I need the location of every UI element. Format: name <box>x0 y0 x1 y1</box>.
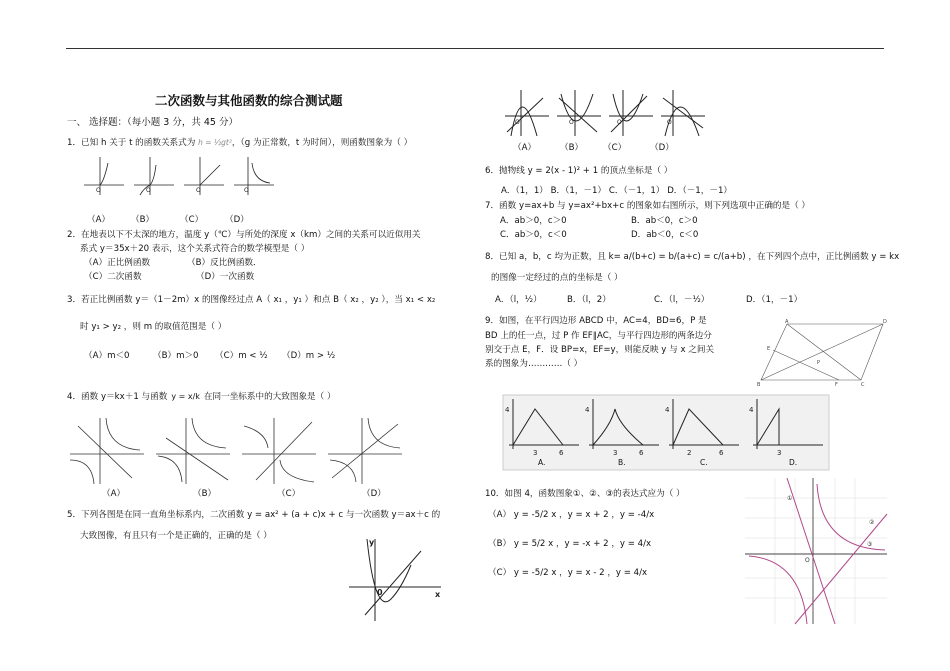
q2-line1: 2．在地表以下不太深的地方，温度 y（℃）与所处的深度 x（km）之间的关系可以近似用关 <box>67 230 421 240</box>
svg-text:4: 4 <box>585 406 590 414</box>
q5-graph <box>345 535 445 623</box>
svg-text:O: O <box>196 187 201 194</box>
svg-text:6: 6 <box>719 449 724 457</box>
q5-line2: 大致图像，有且只有一个是正确的，正确的是（ ） <box>80 531 272 541</box>
q9-line3: 别交于点 E，F．设 BP=x，EF=y，则能反映 y 与 x 之间关 <box>485 345 715 355</box>
svg-text:O: O <box>569 119 574 126</box>
q4-graphs <box>66 412 406 487</box>
q9-option-a: A. <box>538 458 546 467</box>
q1-option-b: （B） <box>131 215 155 225</box>
header-rule <box>66 48 884 49</box>
q5-option-graphs <box>503 88 709 140</box>
q8-line1: 8．已知 a，b，c 均为正数，且 k= a/(b+c) = b/(a+c) = c/(a+b) ，在下列四个点中，正比例函数 y = kx <box>485 252 900 262</box>
svg-text:4: 4 <box>665 406 670 414</box>
svg-text:O: O <box>515 119 520 126</box>
q2-option-b: （B）反比例函数． <box>187 258 262 268</box>
q1-option-a: （A） <box>87 215 111 225</box>
svg-text:B: B <box>757 382 761 388</box>
svg-text:O: O <box>805 557 810 564</box>
svg-text:3: 3 <box>777 449 782 457</box>
q6-text: 6．抛物线 y = 2(x - 1)² + 1 的顶点坐标是（ ） <box>485 166 673 176</box>
q7-option-b: B．ab＜0，c＞0 <box>631 216 698 226</box>
svg-text:②: ② <box>869 519 875 526</box>
q2-option-a: （A）正比例函数 <box>84 258 151 268</box>
q10-line1: 10．如图 4，函数图象①、②、③的表达式应为（ ） <box>485 489 685 499</box>
q4-option-d: （D） <box>362 489 386 499</box>
q3-line2: 时 y₁ > y₂ ，则 m 的取值范围是（ ） <box>80 322 227 332</box>
q9-line2: BD 上的任一点，过 P 作 EF∥AC，与平行四边形的两条边分 <box>485 331 712 341</box>
q1-text: 1．已知 h 关于 t 的函数关系式为 h = ½gt²，（g 为正常数，t 为时间），则函数图象为（ ） <box>67 138 413 148</box>
page-title: 二次函数与其他函数的综合测试题 <box>155 93 343 108</box>
svg-text:3: 3 <box>533 449 538 457</box>
svg-text:①: ① <box>787 495 793 502</box>
svg-text:6: 6 <box>639 449 644 457</box>
q3-option-b: （B）m＞0 <box>153 351 199 361</box>
q5-option-c: （C） <box>603 143 627 153</box>
q8-option-c: C．（l，－½） <box>654 295 710 305</box>
q6-options: A．（1，1） B．（1，－1） C．（－1，1） D．（－1，－1） <box>501 186 733 196</box>
q5-option-b: （B） <box>560 143 584 153</box>
q5-option-d: （D） <box>650 143 674 153</box>
q4-option-a: （A） <box>102 489 126 499</box>
svg-text:E: E <box>767 346 771 352</box>
svg-text:O: O <box>146 187 151 194</box>
svg-text:P: P <box>817 360 821 366</box>
q2-option-d: （D）一次函数 <box>196 272 255 282</box>
svg-text:4: 4 <box>505 406 510 414</box>
q10-option-a: （A） y = -5/2 x ，y = x + 2 ，y = -4/x <box>488 510 655 520</box>
svg-text:③: ③ <box>867 541 873 548</box>
q3-option-d: （D）m > ½ <box>282 351 336 361</box>
q10-option-c: （C） y = -5/2 x ，y = x - 2 ，y = 4/x <box>488 568 648 578</box>
svg-text:A: A <box>785 319 789 325</box>
q9-parallelogram <box>757 320 887 386</box>
q9-option-b: B. <box>618 458 626 467</box>
svg-text:O: O <box>617 119 622 126</box>
svg-text:x: x <box>435 590 441 599</box>
q3-option-a: （A）m＜0 <box>84 351 130 361</box>
q1-graphs <box>82 155 282 197</box>
svg-text:C: C <box>861 382 865 388</box>
q10-option-b: （B） y = 5/2 x ，y = -x + 2 ，y = 4/x <box>488 539 652 549</box>
q5-option-a: （A） <box>513 143 537 153</box>
svg-text:0: 0 <box>377 588 383 597</box>
q9-line1: 9．如图，在平行四边形 ABCD 中，AC=4，BD=6，P 是 <box>485 316 707 326</box>
q9-line4: 系的图象为…………（ ） <box>485 359 583 369</box>
q1-option-c: （C） <box>180 215 204 225</box>
q8-line2: 的图像一定经过的点的坐标是（ ） <box>491 273 623 283</box>
svg-text:4: 4 <box>749 406 754 414</box>
q7-option-c: C．ab＞0，c＜0 <box>500 230 567 240</box>
q4-option-b: （B） <box>193 489 217 499</box>
q8-option-d: D．（1，－1） <box>746 295 803 305</box>
q2-line2: 系式 y＝35x＋20 表示，这个关系式符合的数学模型是（ ） <box>80 244 310 254</box>
q8-option-b: B．（l，2） <box>567 295 611 305</box>
q4-option-c: （C） <box>277 489 301 499</box>
svg-text:y: y <box>369 538 375 547</box>
svg-text:2: 2 <box>687 449 692 457</box>
section-heading: 一、 选择题：（每小题 3 分，共 45 分） <box>67 117 238 128</box>
svg-text:D: D <box>883 319 887 325</box>
q9-option-c: C. <box>700 458 708 467</box>
svg-text:O: O <box>244 187 249 194</box>
q9-option-graphs <box>503 395 829 470</box>
q4-text: 4．函数 y＝kx＋1 与函数 y = x/k 在同一坐标系中的大致图象是（ ） <box>67 392 336 402</box>
q5-line1: 5．下列各图是在同一直角坐标系内，二次函数 y = ax² + (a + c)x + c 与一次函数 y＝ax＋c 的 <box>67 510 441 520</box>
q7-option-d: D．ab＜0，c＜0 <box>631 230 699 240</box>
q8-option-a: A．（l，½） <box>495 295 542 305</box>
q3-line1: 3．若正比例函数 y＝（1－2m）x 的图像经过点 A（ x₁ ，y₁ ）和点 B（ x₂ ，y₂ ），当 x₁ < x₂ <box>67 295 436 305</box>
q3-option-c: （C）m < ½ <box>215 351 268 361</box>
q9-option-d: D. <box>789 458 798 467</box>
svg-text:O: O <box>96 187 101 194</box>
q7-line1: 7．函数 y=ax+b 与 y=ax²+bx+c 的图象如右图所示，则下列选项中正确的是（ ） <box>485 201 811 211</box>
q1-option-d: （D） <box>225 215 249 225</box>
q7-option-a: A．ab＞0，c＞0 <box>500 216 567 226</box>
svg-text:O: O <box>667 119 672 126</box>
q2-option-c: （C）二次函数 <box>84 272 142 282</box>
svg-text:6: 6 <box>559 449 564 457</box>
q10-graph <box>745 478 887 624</box>
svg-text:F: F <box>835 382 838 388</box>
svg-text:3: 3 <box>613 449 618 457</box>
